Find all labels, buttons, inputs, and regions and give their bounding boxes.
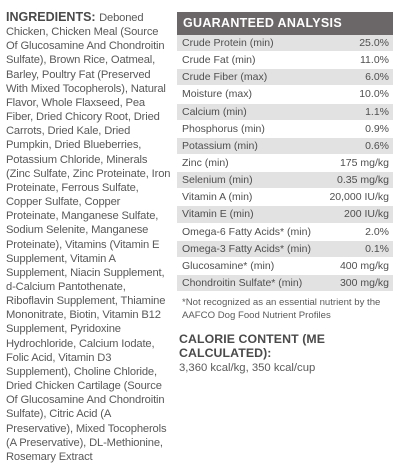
guaranteed-analysis-title: GUARANTEED ANALYSIS bbox=[177, 12, 393, 35]
analysis-row bbox=[177, 86, 393, 103]
analysis-value: 11.0% bbox=[360, 54, 389, 67]
ingredients-heading: INGREDIENTS: bbox=[6, 10, 100, 24]
analysis-value: 2.0% bbox=[365, 225, 389, 238]
analysis-row bbox=[177, 35, 393, 52]
analysis-row bbox=[177, 224, 393, 241]
analysis-row bbox=[177, 52, 393, 69]
analysis-label: Glucosamine* (min) bbox=[182, 259, 275, 272]
ingredients-block bbox=[6, 10, 172, 464]
analysis-label: Moisture (max) bbox=[182, 88, 253, 101]
footnote: *Not recognized as an essential nutrient by the AAFCO Dog Food Nutrient Profiles bbox=[182, 297, 381, 321]
analysis-label: Omega-3 Fatty Acids* (min) bbox=[182, 242, 311, 255]
analysis-label: Omega-6 Fatty Acids* (min) bbox=[182, 225, 311, 238]
analysis-row bbox=[177, 258, 393, 275]
analysis-label: Crude Fat (min) bbox=[182, 54, 256, 67]
analysis-value: 10.0% bbox=[359, 88, 389, 101]
analysis-label: Crude Protein (min) bbox=[182, 37, 274, 50]
analysis-value: 300 mg/kg bbox=[339, 277, 389, 290]
analysis-label: Selenium (min) bbox=[182, 174, 253, 187]
analysis-row bbox=[177, 69, 393, 86]
guaranteed-analysis-panel bbox=[177, 12, 393, 374]
analysis-value: 200 IU/kg bbox=[344, 208, 389, 221]
analysis-value: 0.6% bbox=[365, 139, 389, 152]
analysis-label: Phosphorus (min) bbox=[182, 122, 265, 135]
analysis-value: 0.1% bbox=[365, 242, 389, 255]
analysis-label: Chondroitin Sulfate* (min) bbox=[182, 277, 303, 290]
analysis-label: Zinc (min) bbox=[182, 157, 229, 170]
analysis-value: 400 mg/kg bbox=[339, 259, 389, 272]
analysis-row bbox=[177, 241, 393, 258]
guaranteed-analysis-table bbox=[177, 35, 393, 292]
analysis-label: Vitamin A (min) bbox=[182, 191, 253, 204]
analysis-label: Crude Fiber (max) bbox=[182, 71, 268, 84]
analysis-row bbox=[177, 206, 393, 223]
analysis-label: Vitamin E (min) bbox=[182, 208, 254, 221]
analysis-row bbox=[177, 155, 393, 172]
analysis-label: Potassium (min) bbox=[182, 139, 258, 152]
analysis-value: 0.9% bbox=[365, 122, 389, 135]
analysis-value: 0.35 mg/kg bbox=[337, 174, 389, 187]
calorie-content-title: CALORIE CONTENT (ME CALCULATED): bbox=[179, 332, 326, 361]
analysis-value: 175 mg/kg bbox=[339, 157, 389, 170]
calorie-content-value: 3,360 kcal/kg, 350 kcal/cup bbox=[179, 362, 316, 375]
analysis-value: 1.1% bbox=[365, 105, 389, 118]
analysis-row bbox=[177, 189, 393, 206]
analysis-row bbox=[177, 275, 393, 292]
analysis-value: 20,000 IU/kg bbox=[329, 191, 389, 204]
analysis-label: Calcium (min) bbox=[182, 105, 247, 118]
analysis-row bbox=[177, 121, 393, 138]
ingredients-text: Deboned Chicken, Chicken Meal (Source Of Glucosamine And Chondroitin Sulfate), Brown Rice, Oatmeal, Barley, Poultry Fat (Preserved With Mixed Tocopherols), Natural Flavor, Whole Flaxseed, Pea Fiber, Dried Chicory Root, Dried Carrots, Dried Kale, Dried Pumpkin, Dried Blueberries, Potassium Chloride, Minerals (Zinc Sulfate, Zinc Proteinate, Iron Proteinate, Ferrous Sulfate, Copper Sulfate, Copper Proteinate, Manganese Sulfate, Sodium Selenite, Manganese Proteinate), Vitamins (Vitamin E Supplement, Vitamin A Supplement, Niacin Supplement, d-Calcium Pantothenate, Riboflavin Supplement, Thiamine Mononitrate, Biotin, Vitamin B12 Supplement, Pyridoxine Hydrochloride, Calcium Iodate, Folic Acid, Vitamin D3 Supplement), Choline Chloride, Dried Chicken Cartilage (Source Of Glucosamine And Chondroitin Sulfate), Citric Acid (A Preservative), Mixed Tocopherols (A Preservative), DL-Methionine, Rosemary Extract bbox=[6, 12, 171, 463]
analysis-value: 6.0% bbox=[365, 71, 389, 84]
analysis-row bbox=[177, 172, 393, 189]
analysis-value: 25.0% bbox=[359, 37, 389, 50]
analysis-row bbox=[177, 138, 393, 155]
analysis-row bbox=[177, 104, 393, 121]
